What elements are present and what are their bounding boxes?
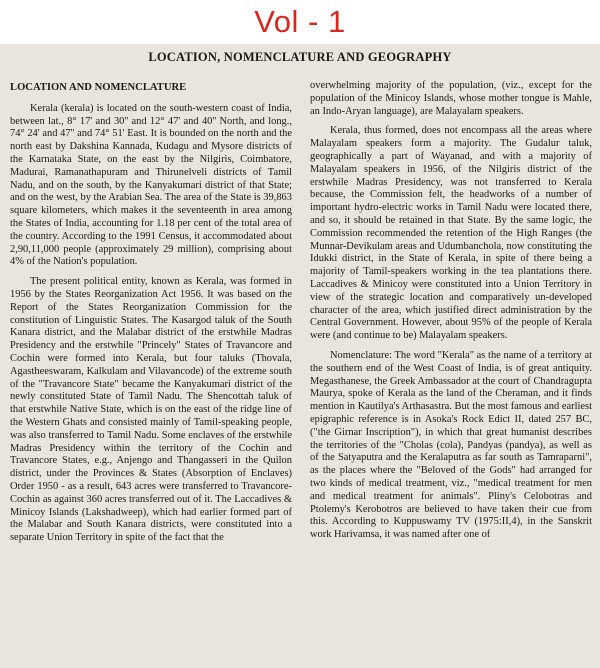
volume-banner [0,0,600,44]
paragraph-political-entity: The present political entity, known as Kerala, was formed in 1956 by the States Reorganization Act 1956. It was based on the Report of the States Reorganization Commission for the constitution of Linguistic States. The Kasargod taluk of the South Kanara district, and the Malabar district of the erstwhile Madras Presidency and the erstwhile "Princely" States of Travancore and Cochin were formed into Kerala, but four taluks (Thovala, Agastheeswaram, Kalkulam and Vilavancode) of the extreme south of the "Travancore State" became the Kanyakumari district of the newly constituted State of Tamil Nadu. The Shencottah taluk of that erstwhile Native State, which is on the east of the ridge line of the Western Ghats and consisted mainly of Tamil-speaking people, was also transferred to Tamil Nadu. Some enclaves of the erstwhile Madras Presidency within the territory of the Cochin and Travancore States, e.g., Anjengo and Thangasseri in the Quilon district, under the Provinces & States (Absorption of Enclaves) Order 1950 - as a result, 643 acres were transferred to Travancore-Cochin as against 360 acres transferred out of it. The Laccadives & Minicoy Islands (Lakshadweep), which had earlier formed part of the Malabar and South Kanara districts, were constituted into a separate Union Territory in spite of the fact that the [10,276,292,544]
paragraph-location: Kerala (kerala) is located on the south-western coast of India, between lat., 8° 17' and 30'' and 12° 47' and 40'' North, and long., 74° 24' and 47'' and 74° 51' East. It is bounded on the north and the north east by Dakshina Kannada, Kudagu and Mysore districts of the Karnataka State, on the east by the Nilgiris, Coimbatore, Madurai, Ramanathapuram and Thirunelveli districts of Tamil Nadu, and on the south, by the Kanyakumari district of that State; and on the west, by the Arabian Sea. The area of the State is 39,863 square kilometers, which makes it the seventeenth in area among the States of India, accounting for 1.18 per cent of the total area of the country. According to the 1991 Census, it accommodated about 2,90,11,000 people (approximately 29 million), comprising about 4% of the Nation's population. [10,102,292,268]
paragraph-malayalam-areas: Kerala, thus formed, does not encompass all the areas where Malayalam speakers form a majority. The Gudalur taluk, geographically a part of Wayanad, and with a majority of Malayalam speakers in 1956, of the Nilgiris district of the erstwhile Madras Presidency, was not transferred to Kerala because, the Commission felt, the headworks of a number of important hydro-electric works in Tamil Nadu were located there, and so, it should be retained in that State. By the same logic, the Commission recommended the retention of the High Ranges (the Munnar-Devikulam areas and Udumbanchola, now constituting the Idukki district, in the State of Kerala, in spite of there being a majority of Tamil-speakers working in the tea plantations there. Laccadives & Minicoy were constituted into a Union Territory in view of the strategic location and comparatively un-developed character of the area, which justified direct administration by the Central Government. However, about 95% of the people of Kerala were (and continue to be) Malayalam speakers. [310,125,592,342]
volume-title: Vol - 1 [254,4,346,39]
book-page [0,44,600,668]
right-column [310,80,592,542]
section-heading: LOCATION AND NOMENCLATURE [10,82,187,93]
left-column [10,82,292,545]
chapter-heading: LOCATION, NOMENCLATURE AND GEOGRAPHY [148,50,452,64]
paragraph-continuation: overwhelming majority of the population, (viz., except for the population of the Minicoy Islands, whose mother tongue is Mahle, an Indo-Aryan language), are Malayalam speakers. [310,80,592,117]
paragraph-nomenclature: Nomenclature: The word "Kerala" as the name of a territory at the southern end of the West Coast of India, is of great antiquity. Megasthanese, the Greek Ambassador at the court of Chandragupta Maurya, spoke of Kerala as the land of the Cheraman, and it finds mention in Kautilya's Arthasastra. But the most famous and earliest epigraphic reference is in Asoka's Rock Edict II, dated 257 BC, ("the Girnar Inscription"), in which that great humanist describes the territories of the "Cholas (cola), Pandyas (pandya), as well as of the Satyaputra and the Keralaputra as far south as Tamraparni", as the places where the "Beloved of the Gods" had arranged for two kinds of medical treatment, viz., "medical treatment for men and medical treatment for animals". Pliny's Celobotras and Ptolemy's Kerobotros are believed to have taken their cue from this. According to Kuppuswamy TV (1975:II,4), in the Sanskrit work Harivamsa, it was named after one of [310,349,592,541]
